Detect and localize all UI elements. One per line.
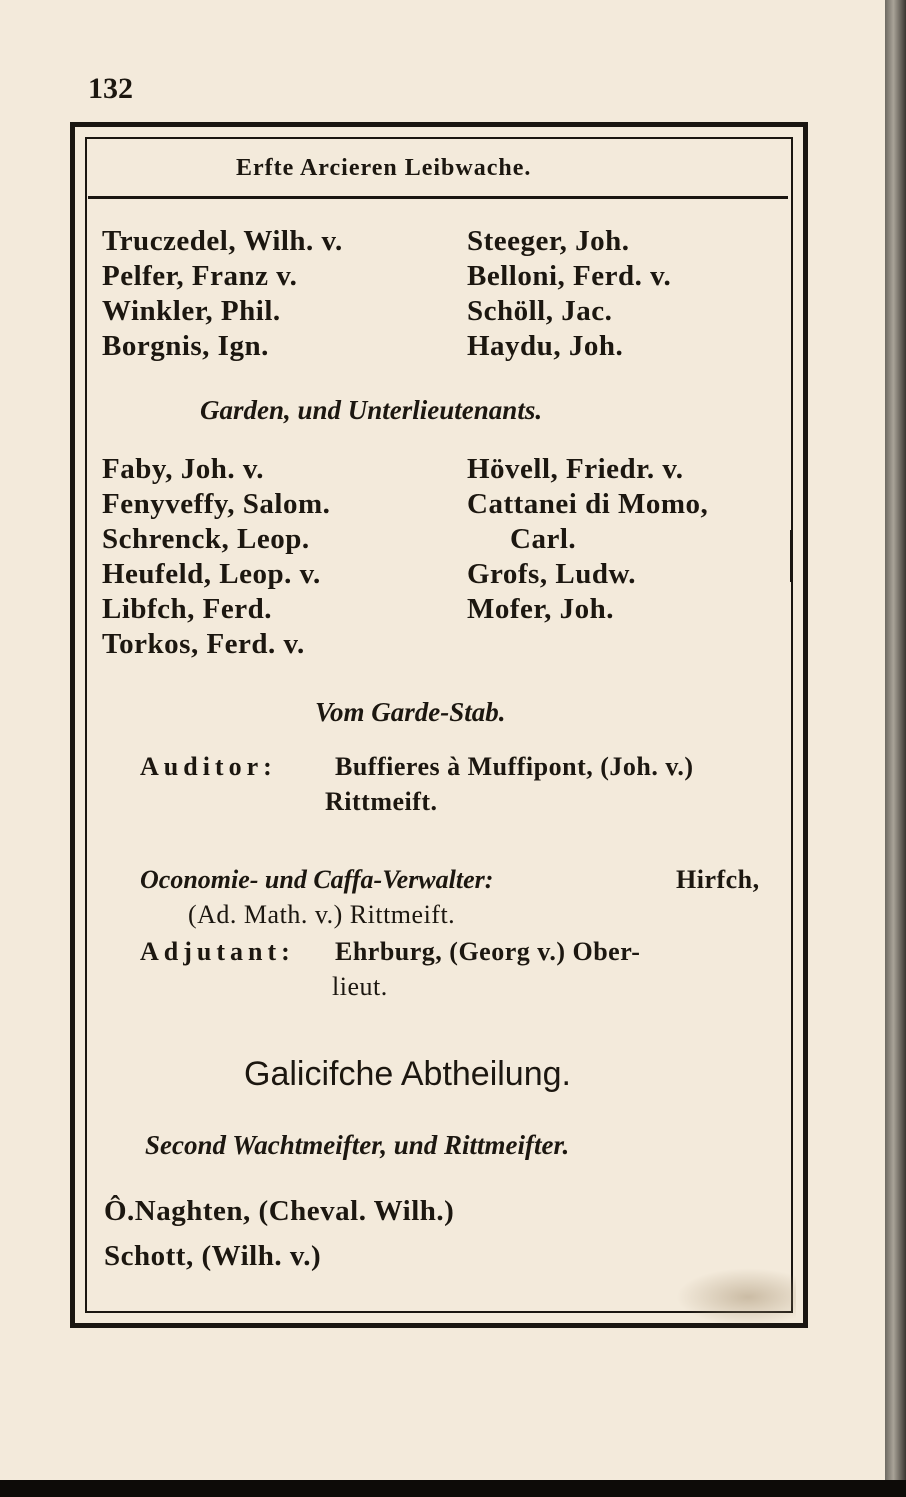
auditor-label: Auditor: <box>140 752 277 781</box>
adjutant-name: Ehrburg, (Georg v.) Ober- <box>335 937 641 966</box>
paper-stain <box>676 1268 796 1326</box>
name-entry: Truczedel, Wilh. v. <box>102 225 343 257</box>
oeconomie-name: Hirfch, <box>676 865 760 894</box>
name-entry: Carl. <box>510 523 577 555</box>
oeconomie-rank: (Ad. Math. v.) Rittmeift. <box>188 900 456 929</box>
name-entry: Heufeld, Leop. v. <box>102 558 321 590</box>
name-entry: Borgnis, Ign. <box>102 330 269 362</box>
adjutant-label: Adjutant: <box>140 937 295 966</box>
name-entry: Haydu, Joh. <box>467 330 624 362</box>
name-entry: Schott, (Wilh. v.) <box>104 1240 322 1272</box>
book-spine <box>885 0 906 1497</box>
header-rule <box>88 196 788 199</box>
name-entry: Torkos, Ferd. v. <box>102 628 305 660</box>
name-entry: Libfch, Ferd. <box>102 593 273 625</box>
name-entry: Schöll, Jac. <box>467 295 613 327</box>
adjutant-rank: lieut. <box>332 972 388 1001</box>
section-title: Galicifche Abtheilung. <box>244 1055 571 1093</box>
name-entry: Cattanei di Momo, <box>467 488 709 520</box>
name-entry: Mofer, Joh. <box>467 593 614 625</box>
name-entry: Faby, Joh. v. <box>102 453 265 485</box>
margin-mark <box>790 530 793 582</box>
oeconomie-label: Oconomie- und Caffa-Verwalter: <box>140 865 494 894</box>
page-number: 132 <box>88 72 133 105</box>
name-entry: Hövell, Friedr. v. <box>467 453 684 485</box>
auditor-name: Buffieres à Muffipont, (Joh. v.) <box>335 752 694 781</box>
page-title: Erfte Arcieren Leibwache. <box>236 155 532 181</box>
name-entry: Schrenck, Leop. <box>102 523 310 555</box>
auditor-rank: Rittmeift. <box>325 787 438 816</box>
second-heading: Second Wachtmeifter, und Rittmeifter. <box>145 1130 570 1160</box>
name-entry: Winkler, Phil. <box>102 295 281 327</box>
stab-heading: Vom Garde-Stab. <box>315 697 506 727</box>
name-entry: Pelfer, Franz v. <box>102 260 298 292</box>
garden-heading: Garden, und Unterlieutenants. <box>200 395 543 425</box>
name-entry: Belloni, Ferd. v. <box>467 260 672 292</box>
name-entry: Grofs, Ludw. <box>467 558 637 590</box>
name-entry: Fenyveffy, Salom. <box>102 488 331 520</box>
name-entry: Steeger, Joh. <box>467 225 630 257</box>
page-bottom-edge <box>0 1480 906 1497</box>
name-entry: Ô.Naghten, (Cheval. Wilh.) <box>104 1195 455 1227</box>
